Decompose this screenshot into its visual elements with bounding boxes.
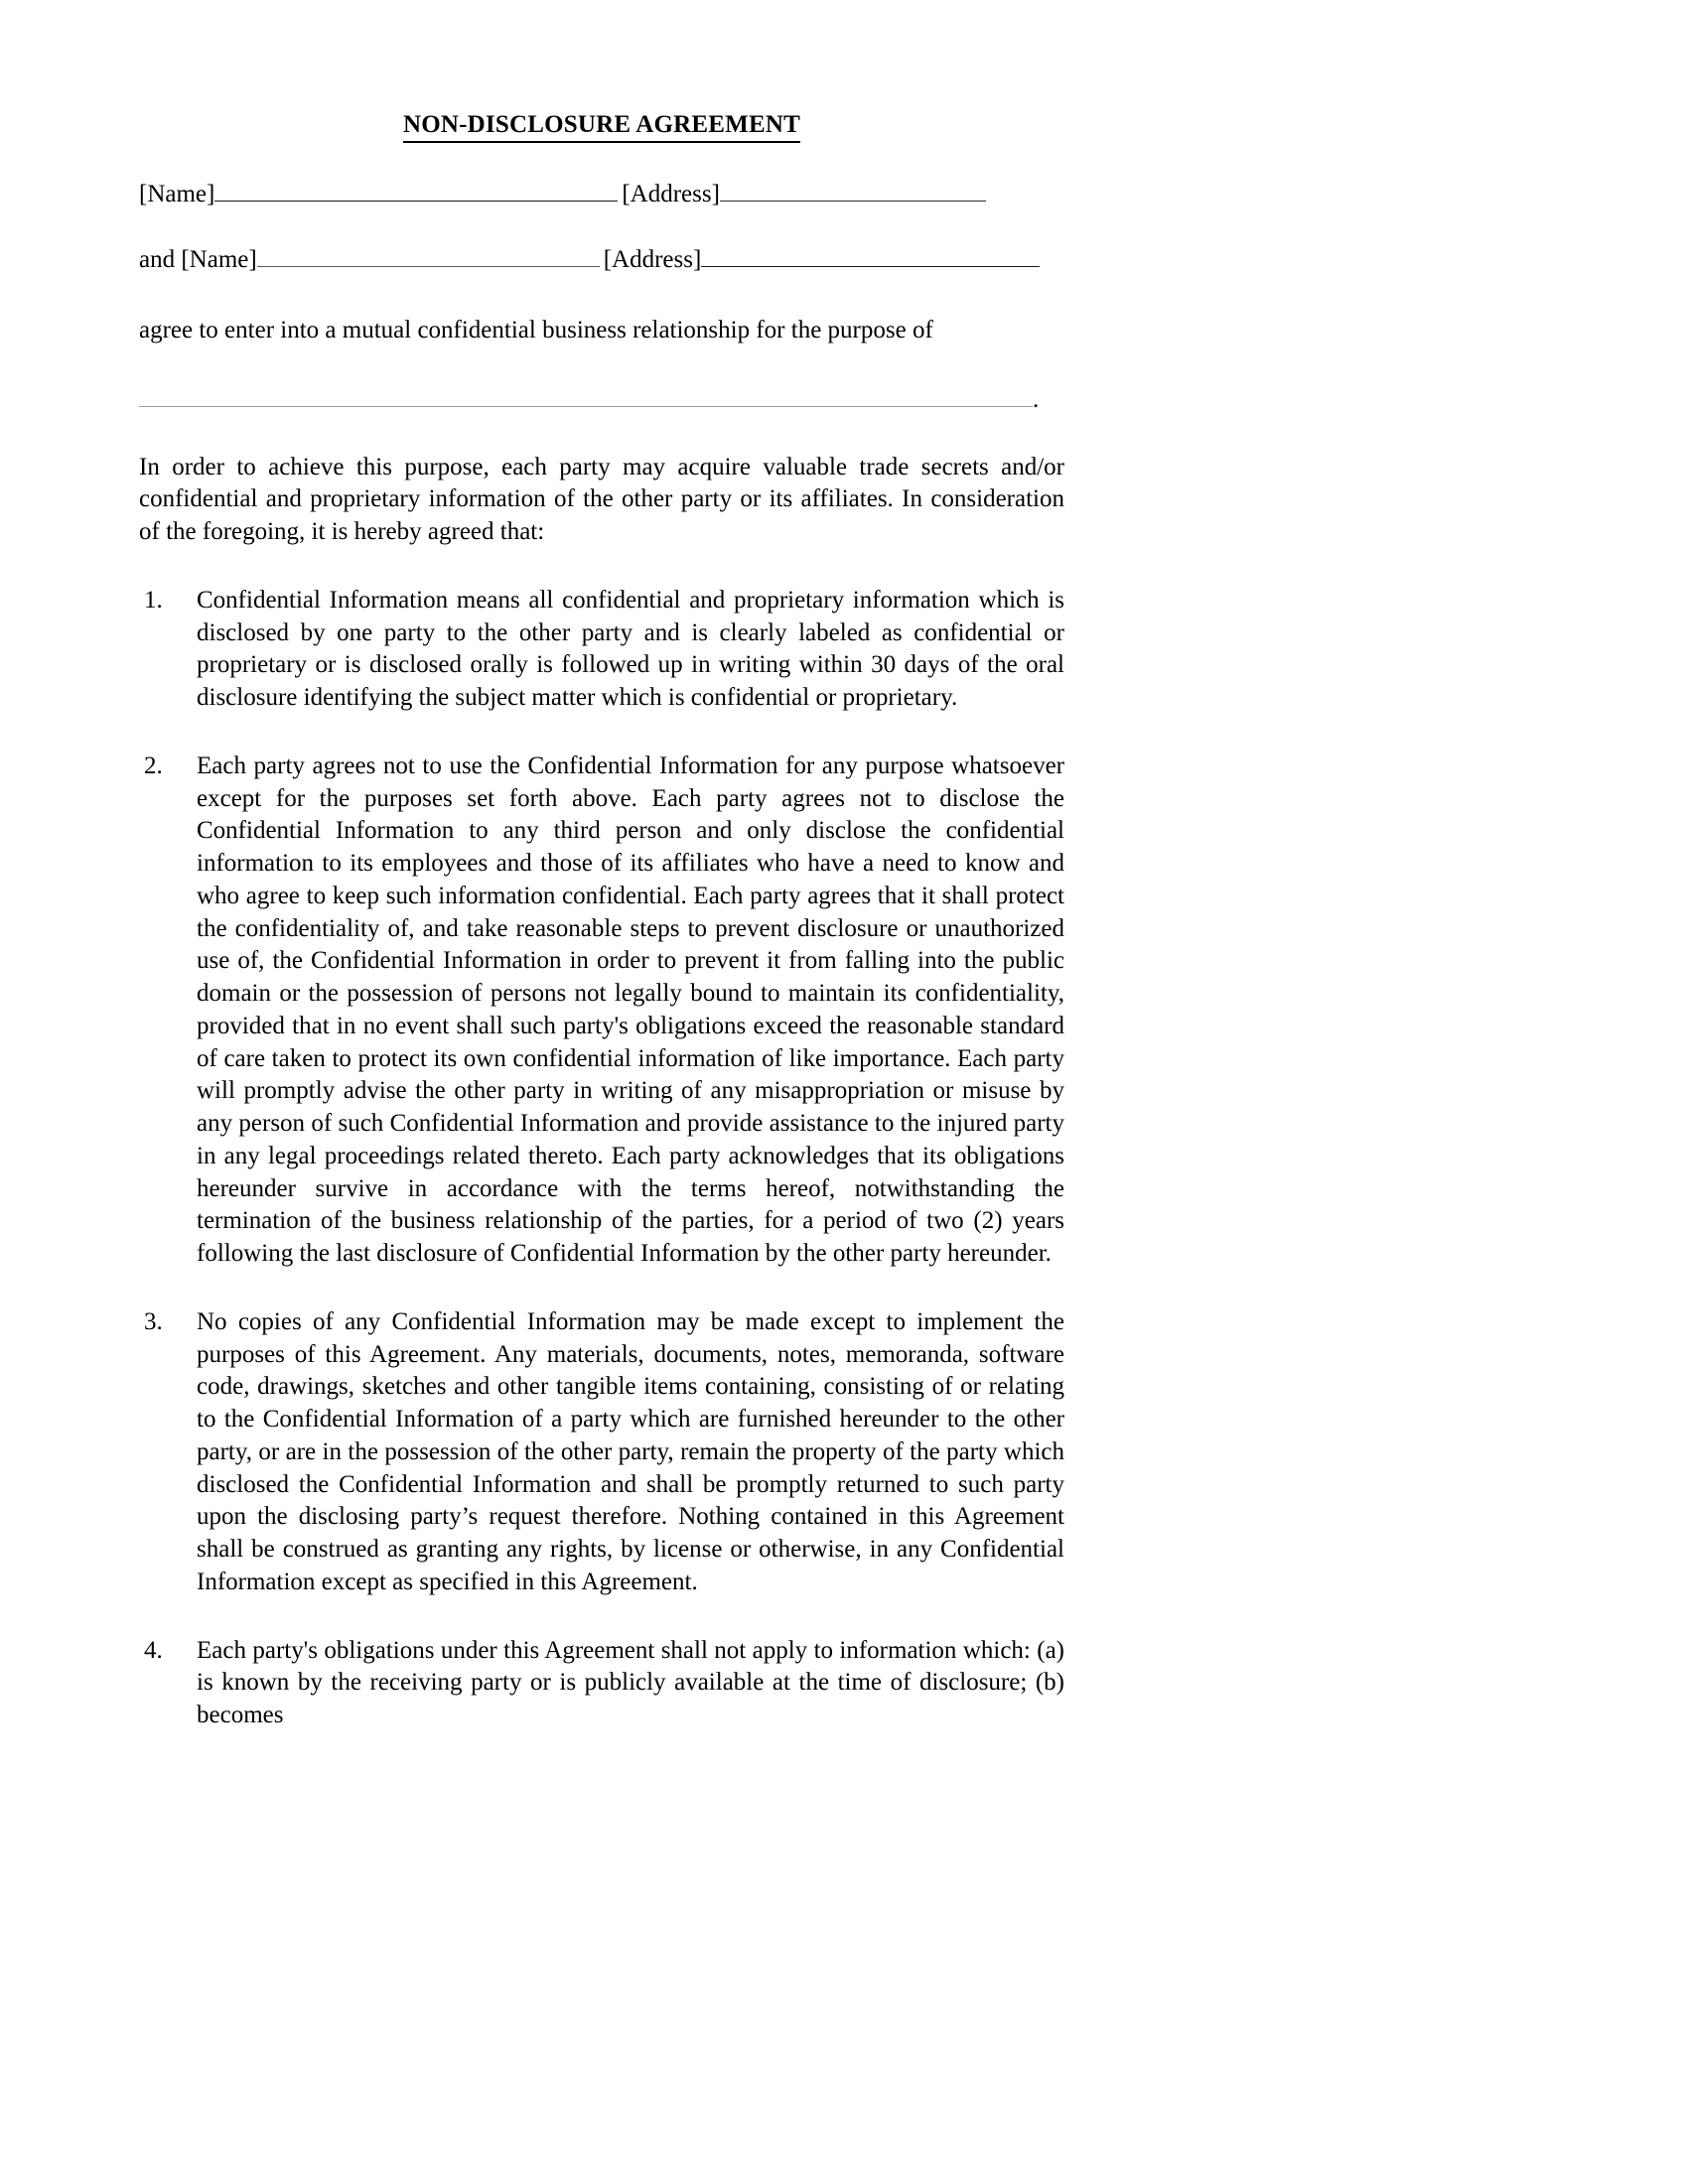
purpose-period: . xyxy=(1033,385,1040,413)
clause-list xyxy=(139,585,1064,1732)
clause-number: 4. xyxy=(144,1636,163,1664)
clause-item xyxy=(139,585,1064,715)
clause-text: No copies of any Confidential Information may be made except to implement the purposes of this Agreement. Any materials, documents, notes, memoranda, software code, drawings, sketches and other tangible items containing, consisting of or relating to the Confidential Information of a party which are furnished hereunder to the other party, or are in the possession of the other party, remain the property of the party which disclosed the Confidential Information and shall be promptly returned to such party upon the disclosing party’s request therefore. Nothing contained in this Agreement shall be construed as granting any rights, by license or otherwise, in any Confidential Information except as specified in this Agreement. xyxy=(197,1307,1064,1595)
party1-address-fill-line[interactable] xyxy=(720,180,986,202)
party2-name-label: and [Name] xyxy=(139,245,257,273)
preamble-paragraph: In order to achieve this purpose, each party may acquire valuable trade secrets and/or confidential and proprietary information of the other party or its affiliates. In consideration of the foregoing, it is hereby agreed that: xyxy=(139,453,1064,545)
party-line-2 xyxy=(139,244,1064,275)
document-body xyxy=(139,0,1064,1732)
purpose-blank-line-row xyxy=(139,387,1064,412)
party2-address-fill-line[interactable] xyxy=(701,245,1040,267)
party1-name-fill-line[interactable] xyxy=(214,180,618,202)
purpose-lead-text: agree to enter into a mutual confidential business relationship for the purpose of xyxy=(139,317,933,343)
party1-name-label: [Name] xyxy=(139,180,215,207)
clause-number: 1. xyxy=(144,586,163,614)
clause-number: 2. xyxy=(144,751,163,779)
clause-text: Each party's obligations under this Agreement shall not apply to information which: (a) is known by the receiving party or is publicly available at the time of disclosure; (b) becomes xyxy=(197,1636,1064,1728)
purpose-fill-line[interactable] xyxy=(139,387,1033,407)
clause-item xyxy=(139,1306,1064,1599)
clause-text: Each party agrees not to use the Confidential Information for any purpose whatsoever except for the purposes set forth above. Each party agrees not to disclose the Confidential Information to any third person and only disclose the confidential information to its employees and those of its affiliates who have a need to know and who agree to keep such information confidential. Each party agrees that it shall protect the confidentiality of, and take reasonable steps to prevent disclosure or unauthorized use of, the Confidential Information in order to prevent it from falling into the public domain or the possession of persons not legally bound to maintain its confidentiality, provided that in no event shall such party's obligations exceed the reasonable standard of care taken to protect its own confidential information of like importance. Each party will promptly advise the other party in writing of any misappropriation or misuse by any person of such Confidential Information and provide assistance to the injured party in any legal proceedings related thereto. Each party acknowledges that its obligations hereunder survive in accordance with the terms hereof, notwithstanding the termination of the business relationship of the parties, for a period of two (2) years following the last disclosure of Confidential Information by the other party hereunder. xyxy=(197,751,1064,1267)
party2-address-label: [Address] xyxy=(603,245,702,273)
party2-name-fill-line[interactable] xyxy=(257,245,600,267)
clause-item xyxy=(139,1635,1064,1732)
party1-address-label: [Address] xyxy=(622,180,720,207)
clause-text: Confidential Information means all confidential and proprietary information which is disclosed by one party to the other party and is clearly labeled as confidential or proprietary or is disclosed orally is followed up in writing within 30 days of the oral disclosure identifying the subject matter which is confidential or proprietary. xyxy=(197,586,1064,711)
party-line-1 xyxy=(139,179,1064,209)
clause-number: 3. xyxy=(144,1307,163,1335)
page-title: NON-DISCLOSURE AGREEMENT xyxy=(403,111,800,143)
clause-item xyxy=(139,751,1064,1271)
title-container xyxy=(139,111,1064,143)
